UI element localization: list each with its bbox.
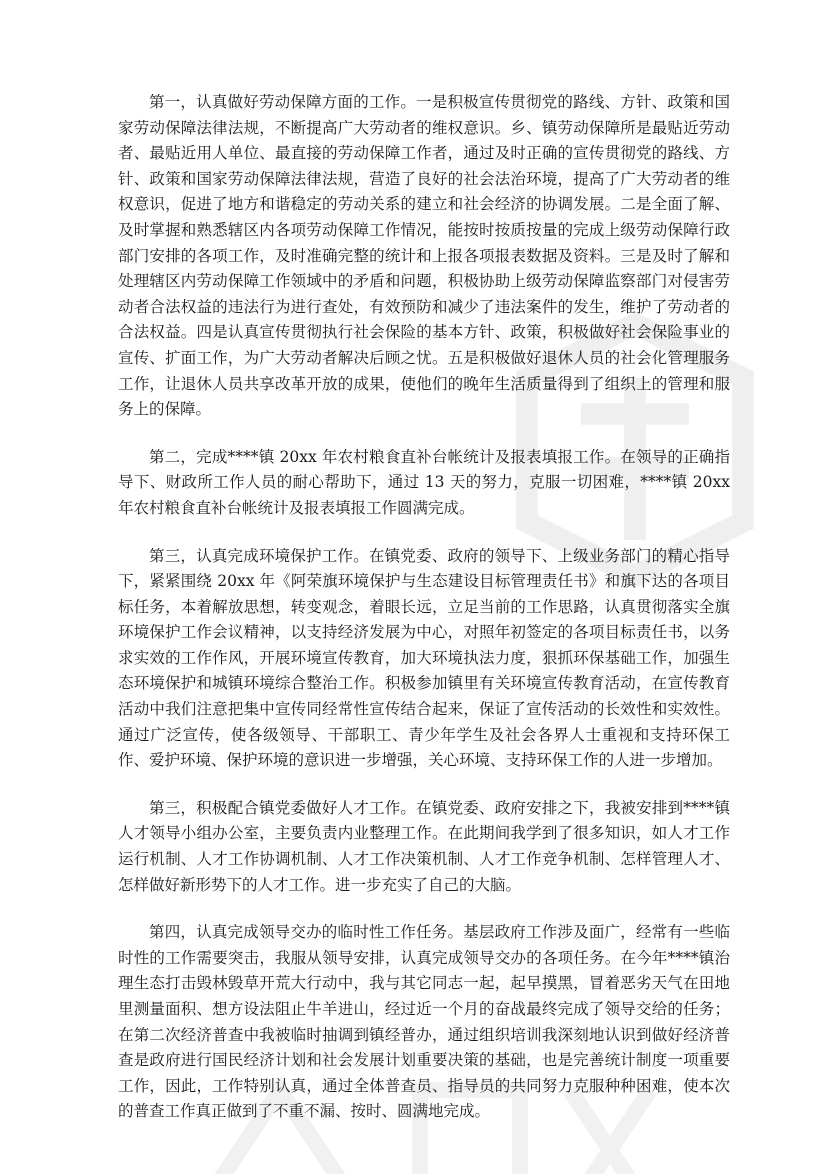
- paragraph-talent-work: 第三，积极配合镇党委做好人才工作。在镇党委、政府安排之下，我被安排到****镇人才领导小组办公室，主要负责内业整理工作。在此期间我学到了很多知识，如人才工作运行机制、人才工作协调机制、人才工作决策机制、人才工作竞争机制、怎样管理人才、怎样做好新形势下的人才工作。进一步充实了自己的大脑。: [118, 798, 730, 894]
- document-body: [118, 90, 730, 1147]
- paragraph-grain-subsidy: 第二，完成****镇 20xx 年农村粮食直补台帐统计及报表填报工作。在领导的正确指导下、财政所工作人员的耐心帮助下，通过 13 天的努力，克服一切困难，****镇 20xx 年农村粮食直补台帐统计及报表填报工作圆满完成。: [118, 447, 730, 517]
- paragraph-temporary-tasks: 第四，认真完成领导交办的临时性工作任务。基层政府工作涉及面广，经常有一些临时性的工作需要突击，我服从领导安排，认真完成领导交办的各项任务。在今年****镇治理生态打击毁林毁草开荒大行动中，我与其它同志一起，起早摸黑，冒着恶劣天气在田地里测量面积、想方设法阻止牛羊进山，经过近一个月的奋战最终完成了领导交给的任务；在第二次经济普查中我被临时抽调到镇经普办，通过组织培训我深刻地认识到做好经济普查是政府进行国民经济计划和社会发展计划重要决策的基础，也是完善统计制度一项重要工作，因此，工作特别认真，通过全体普查员、指导员的共同努力克服种种困难，使本次的普查工作真正做到了不重不漏、按时、圆满地完成。: [118, 923, 730, 1121]
- paragraph-labor-security: 第一，认真做好劳动保障方面的工作。一是积极宣传贯彻党的路线、方针、政策和国家劳动保障法律法规，不断提高广大劳动者的维权意识。乡、镇劳动保障所是最贴近劳动者、最贴近用人单位、最直接的劳动保障工作者，通过及时正确的宣传贯彻党的路线、方针、政策和国家劳动保障法律法规，营造了良好的社会法治环境，提高了广大劳动者的维权意识，促进了地方和谐稳定的劳动关系的建立和社会经济的协调发展。二是全面了解、及时掌握和熟悉辖区内各项劳动保障工作情况，能按时按质按量的完成上级劳动保障行政部门安排的各项工作，及时准确完整的统计和上报各项报表数据及资料。三是及时了解和处理辖区内劳动保障工作领域中的矛盾和问题，积极协助上级劳动保障监察部门对侵害劳动者合法权益的违法行为进行查处，有效预防和减少了违法案件的发生，维护了劳动者的合法权益。四是认真宣传贯彻执行社会保险的基本方针、政策，积极做好社会保险事业的宣传、扩面工作，为广大劳动者解决后顾之忧。五是积极做好退休人员的社会化管理服务工作，让退休人员共享改革开放的成果，使他们的晚年生活质量得到了组织上的管理和服务上的保障。: [118, 93, 730, 419]
- paragraph-environment: 第三，认真完成环境保护工作。在镇党委、政府的领导下、上级业务部门的精心指导下，紧紧围绕 20xx 年《阿荣旗环境保护与生态建设目标管理责任书》和旗下达的各项目标任务，本着解放思想，转变观念，着眼长远，立足当前的工作思路，认真贯彻落实全旗环境保护工作会议精神，以支持经济发展为中心，对照年初签定的各项目标责任书，以务求实效的工作作风，开展环境宣传教育，加大环境执法力度，狠抓环保基础工作，加强生态环境保护和城镇环境综合整治工作。积极参加镇里有关环境宣传教育活动，在宣传教育活动中我们注意把集中宣传同经常性宣传结合起来，保证了宣传活动的长效性和实效性。通过广泛宣传，使各级领导、干部职工、青少年学生及社会各界人士重视和支持环保工作、爱护环境、保护环境的意识进一步增强，关心环境、支持环保工作的人进一步增加。: [118, 546, 730, 770]
